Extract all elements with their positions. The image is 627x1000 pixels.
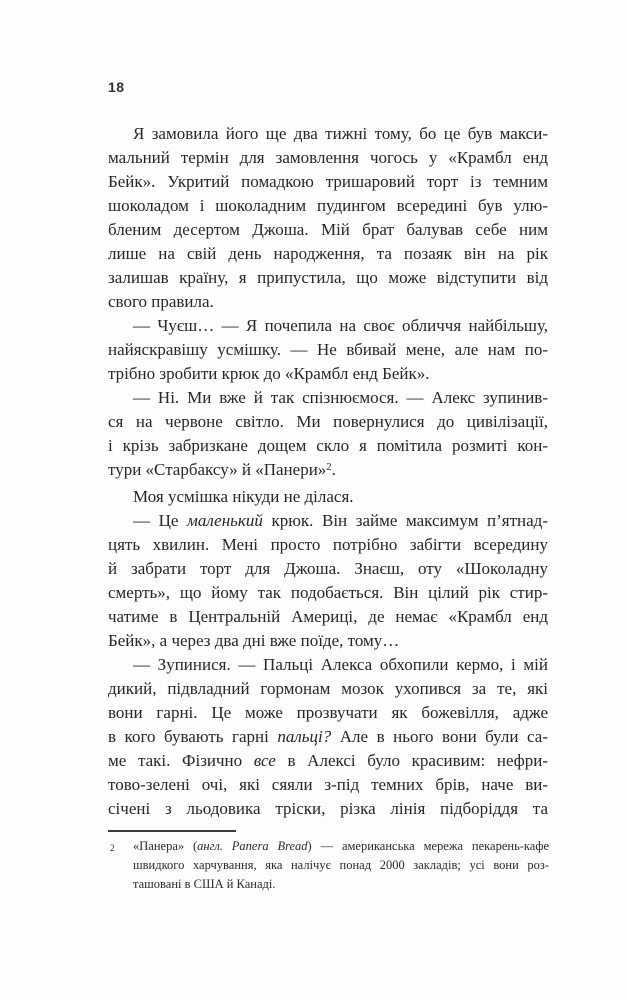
text-line	[108, 458, 548, 485]
text-line	[108, 434, 548, 458]
footnote	[108, 837, 549, 894]
paragraph	[108, 509, 548, 653]
text-line	[108, 677, 548, 701]
text-line	[108, 122, 548, 146]
text-line	[108, 725, 548, 749]
text-line	[108, 194, 548, 218]
text-segment: — Зупинися. — Пальці Алекса обхопили кермо, і мій	[133, 655, 548, 674]
text-line	[108, 290, 548, 314]
text-segment: .	[331, 460, 336, 479]
text-segment: смерть», що йому так подобається. Він цілий рік стир-	[108, 583, 548, 602]
text-line	[108, 701, 548, 725]
text-line	[133, 837, 549, 856]
text-line	[108, 509, 548, 533]
text-line	[108, 533, 548, 557]
text-segment: ме такі. Фізично	[108, 751, 254, 770]
paragraph	[108, 386, 548, 485]
text-segment: шоколадом і шоколадним пудингом всередині був улю-	[108, 196, 548, 215]
text-segment: Але в нього вони були са-	[331, 727, 548, 746]
text-segment: ) — американська мережа пекарень-кафе	[307, 839, 549, 853]
text-segment: Моя усмішка нікуди не ділася.	[133, 487, 354, 506]
paragraph	[108, 122, 548, 314]
text-segment: й забрати торт для Джоша. Знаєш, оту «Шоколадну	[108, 559, 548, 578]
text-line	[133, 875, 549, 894]
text-segment: мальний термін для замовлення чогось у «Крамбл енд	[108, 148, 548, 167]
text-line	[108, 266, 548, 290]
text-line	[108, 605, 548, 629]
text-line	[108, 410, 548, 434]
text-segment: «Панера» (	[133, 839, 198, 853]
page-number: 18	[108, 79, 125, 95]
text-segment: залишав країну, я припустила, що може відступити від	[108, 268, 548, 287]
footnote-text	[133, 837, 549, 894]
text-line	[108, 797, 548, 821]
footnote-marker: 2	[110, 844, 115, 854]
text-segment: в Алексі було красивим: нефри-	[275, 751, 548, 770]
text-line	[108, 314, 548, 338]
text-line	[108, 629, 548, 653]
text-segment: бленим десертом Джоша. Мій брат балував себе ним	[108, 220, 548, 239]
text-segment: і крізь забризкане дощем скло я помітила розмиті кон-	[108, 436, 548, 455]
text-segment: чатиме в Центральній Америці, де немає «Крамбл енд	[108, 607, 548, 626]
paragraph	[108, 485, 548, 509]
text-line	[108, 386, 548, 410]
text-segment: — Ні. Ми вже й так спізнюємося. — Алекс зупинив-	[133, 388, 548, 407]
paragraph	[108, 314, 548, 386]
text-segment: січені з льодовика тріски, різка лінія підборіддя та	[108, 799, 548, 818]
text-segment: Бейк». Укритий помадкою тришаровий торт із темним	[108, 172, 548, 191]
text-segment: ся на червоне світло. Ми повернулися до цивілізації,	[108, 412, 548, 431]
text-segment: в кого бувають гарні	[108, 727, 278, 746]
page-body	[108, 122, 548, 821]
text-segment: свого правила.	[108, 292, 214, 311]
text-segment: вони гарні. Це може прозвучати як божевілля, адже	[108, 703, 548, 722]
text-segment: цять хвилин. Мені просто потрібно забігти всередину	[108, 535, 548, 554]
text-segment: пальці?	[277, 727, 332, 746]
paragraph	[108, 653, 548, 821]
text-line	[108, 653, 548, 677]
text-line	[108, 170, 548, 194]
text-line	[108, 362, 548, 386]
text-segment: — Чуєш… — Я почепила на своє обличчя найбільшу,	[133, 316, 548, 335]
text-segment: Я замовила його ще два тижні тому, бо це був макси-	[133, 124, 548, 143]
text-segment: тури «Старбаксу» й «Панери»	[108, 460, 327, 479]
text-segment: все	[253, 751, 276, 770]
text-segment: крюк. Він займе максимум п’ятнад-	[262, 511, 548, 530]
text-segment: тово-зелені очі, які сяяли з-під темних брів, наче ви-	[108, 775, 548, 794]
text-line	[133, 856, 549, 875]
footnote-separator	[108, 830, 236, 832]
text-line	[108, 338, 548, 362]
text-line	[108, 146, 548, 170]
text-segment: Бейк», а через два дні вже поїде, тому…	[108, 631, 400, 650]
text-segment: найяскравішу усмішку. — Не вбивай мене, але нам по-	[108, 340, 548, 359]
text-segment: ташовані в США й Канаді.	[133, 877, 276, 891]
text-segment: дикий, підвладний гормонам мозок ухопився за те, які	[108, 679, 548, 698]
text-line	[108, 749, 548, 773]
text-segment: швидкого харчування, яка налічує понад 2000 закладів; усі вони роз-	[133, 858, 549, 872]
text-line	[108, 485, 548, 509]
text-line	[108, 581, 548, 605]
text-line	[108, 242, 548, 266]
text-segment: маленький	[187, 511, 263, 530]
text-segment: — Це	[133, 511, 187, 530]
text-line	[108, 773, 548, 797]
text-segment: англ. Panera Bread	[197, 839, 308, 853]
text-line	[108, 557, 548, 581]
text-segment: трібно зробити крюк до «Крамбл енд Бейк».	[108, 364, 430, 383]
text-segment: лише на свій день народження, та позаяк він на рік	[108, 244, 548, 263]
footnote-reference: 2	[326, 462, 332, 474]
text-line	[108, 218, 548, 242]
